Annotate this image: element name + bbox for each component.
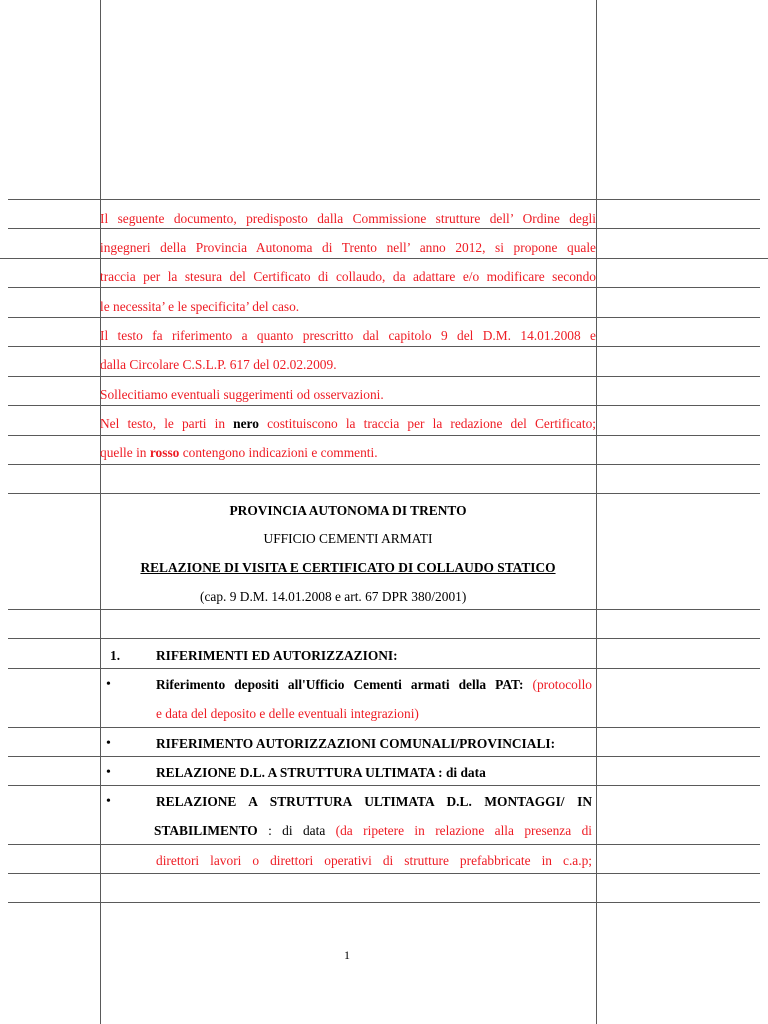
intro-line-9-end: contengono indicazioni e commenti.: [179, 445, 378, 460]
section-number: 1.: [110, 648, 121, 663]
item-bold-text: Riferimento depositi all'Ufficio Cementi armati della PAT:: [156, 677, 524, 692]
list-item-text: [156, 670, 592, 699]
row-rule: [8, 902, 760, 903]
bullet-icon: •: [106, 736, 111, 751]
item-tail-text: di data: [445, 765, 486, 780]
list-item-text: [156, 758, 592, 787]
right-margin-rule: [596, 0, 597, 1024]
bullet-icon: •: [106, 794, 111, 809]
list-item: [100, 670, 596, 699]
item-bold-text: RELAZIONE D.L. A STRUTTURA ULTIMATA :: [156, 765, 443, 780]
intro-line-5: Il testo fa riferimento a quanto prescritto dal capitolo 9 del D.M. 14.01.2008 e: [100, 328, 596, 343]
section-heading: [100, 641, 596, 670]
row-rule: [8, 199, 760, 200]
intro-line-8-start: Nel testo, le parti in: [100, 416, 234, 431]
bullet-icon: •: [106, 765, 111, 780]
black-keyword: nero: [233, 416, 259, 431]
document-title: PROVINCIA AUTONOMA DI TRENTO: [229, 503, 467, 518]
list-item: [100, 729, 596, 758]
list-item-text: RELAZIONE A STRUTTURA ULTIMATA D.L. MONTAGGI/ IN: [156, 794, 592, 809]
list-item-continuation: [100, 699, 596, 728]
item-red-note: (da ripetere in relazione alla presenza di: [335, 823, 592, 838]
item-red-note-cont: direttori lavori o direttori operativi di strutture prefabbricate in c.a.p;: [156, 853, 592, 868]
section-title: RIFERIMENTI ED AUTORIZZAZIONI:: [156, 648, 398, 663]
subject-text: RELAZIONE DI VISITA E CERTIFICATO DI COLLAUDO STATICO: [140, 560, 556, 575]
intro-line-1: Il seguente documento, predisposto dalla Commissione strutture dell’ Ordine degli: [100, 211, 596, 226]
intro-line-6: dalla Circolare C.S.L.P. 617 del 02.02.2009.: [100, 357, 337, 372]
legal-reference: (cap. 9 D.M. 14.01.2008 e art. 67 DPR 380/2001): [200, 589, 467, 604]
intro-line-2: ingegneri della Provincia Autonoma di Trento nell’ anno 2012, si propone quale: [100, 240, 596, 255]
list-item-text: RIFERIMENTO AUTORIZZAZIONI COMUNALI/PROVINCIALI:: [156, 736, 556, 751]
list-item: [100, 758, 596, 787]
intro-line-8: [100, 409, 596, 438]
item-red-note-cont: e data del deposito e delle eventuali integrazioni): [156, 706, 419, 721]
office-name: UFFICIO CEMENTI ARMATI: [263, 531, 433, 546]
list-item: [100, 787, 596, 816]
bullet-icon: •: [106, 677, 111, 692]
intro-line-7: Sollecitiamo eventuali suggerimenti od osservazioni.: [100, 387, 384, 402]
intro-line-3: traccia per la stesura del Certificato di collaudo, da adattare e/o modificare secondo: [100, 269, 596, 284]
row-rule: [8, 493, 760, 494]
row-rule: [8, 638, 760, 639]
item-bold-text: STABILIMENTO: [154, 823, 258, 838]
item-plain-text: : di data: [257, 823, 336, 838]
intro-line-8-end: costituiscono la traccia per la redazione del Certificato;: [258, 416, 596, 431]
page-number: 1: [344, 948, 350, 962]
intro-line-9: [100, 438, 596, 467]
intro-line-9-start: quelle in: [100, 445, 150, 460]
document-subject: [100, 553, 596, 582]
list-item-continuation: [100, 816, 596, 845]
item-cont-text: [154, 816, 592, 845]
intro-line-4: le necessita’ e le specificita’ del caso.: [100, 299, 300, 314]
red-keyword: rosso: [149, 445, 180, 460]
item-red-note: (protocollo: [532, 677, 592, 692]
list-item-continuation: [100, 846, 596, 875]
